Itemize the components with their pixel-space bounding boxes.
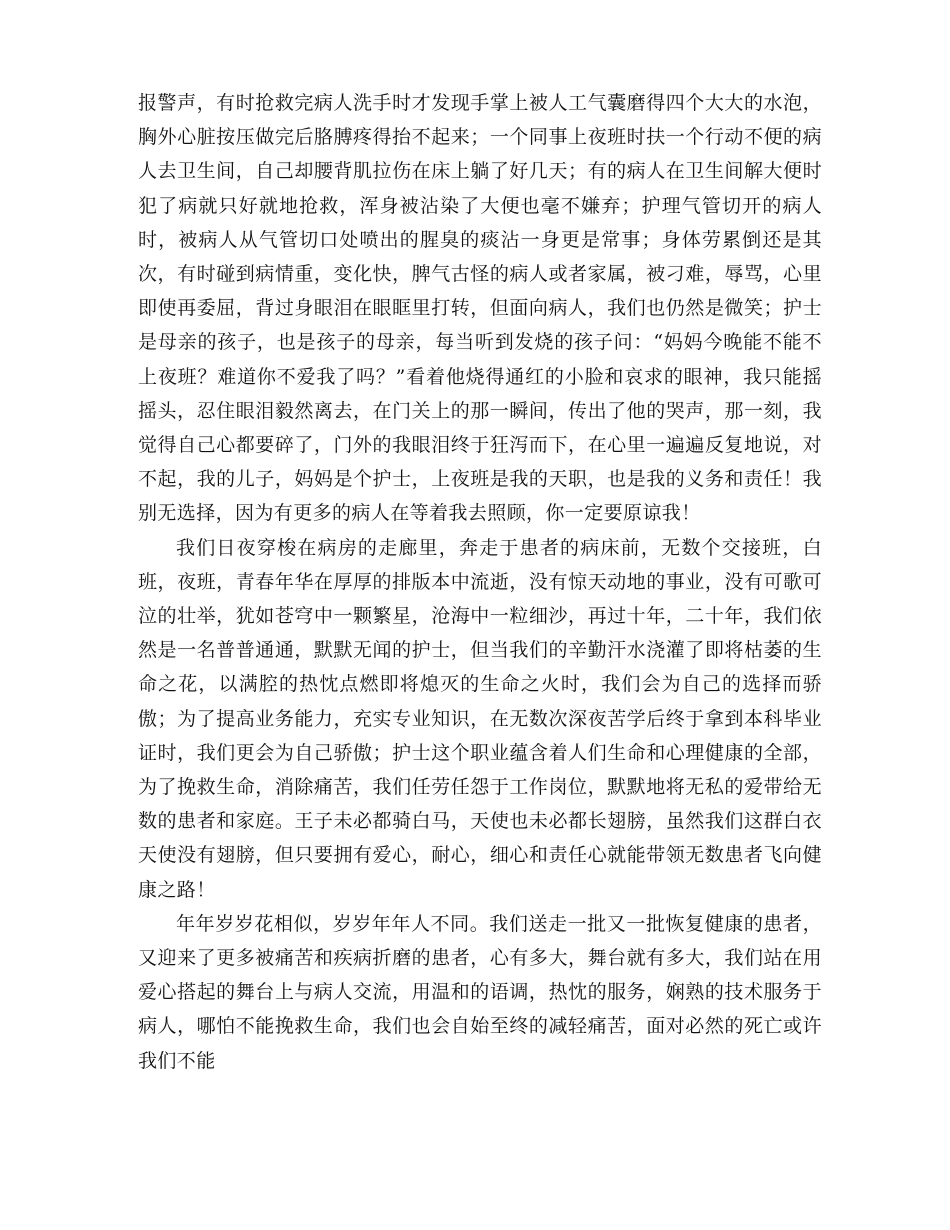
paragraph-1: 报警声，有时抢救完病人洗手时才发现手掌上被人工气囊磨得四个大大的水泡，胸外心脏按压做完后胳膊疼得抬不起来；一个同事上夜班时扶一个行动不便的病人去卫生间，自己却腰背肌拉伤在床上躺了好几天；有的病人在卫生间解大便时犯了病就只好就地抢救，浑身被沾染了大便也毫不嫌弃；护理气管切开的病人时，被病人从气管切口处喷出的腥臭的痰沾一身更是常事；身体劳累倒还是其次，有时碰到病情重，变化快，脾气古怪的病人或者家属，被刁难，辱骂，心里即使再委屈，背过身眼泪在眼眶里打转，但面向病人，我们也仍然是微笑；护士是母亲的孩子，也是孩子的母亲，每当听到发烧的孩子问：“妈妈今晚能不能不上夜班？难道你不爱我了吗？”看着他烧得通红的小脸和哀求的眼神，我只能摇摇头，忍住眼泪毅然离去，在门关上的那一瞬间，传出了他的哭声，那一刻，我觉得自己心都要碎了，门外的我眼泪终于狂泻而下，在心里一遍遍反复地说，对不起，我的儿子，妈妈是个护士，上夜班是我的天职，也是我的义务和责任！我别无选择，因为有更多的病人在等着我去照顾，你一定要原谅我！ [138, 92, 822, 525]
document-body [138, 86, 822, 1078]
paragraph-3: 年年岁岁花相似，岁岁年年人不同。我们送走一批又一批恢复健康的患者，又迎来了更多被痛苦和疾病折磨的患者，心有多大，舞台就有多大，我们站在用爱心搭起的舞台上与病人交流，用温和的语调，热忱的服务，娴熟的技术服务于病人，哪怕不能挽救生命，我们也会自始至终的减轻痛苦，面对必然的死亡或许我们不能 [138, 912, 822, 1072]
paragraph-2: 我们日夜穿梭在病房的走廊里，奔走于患者的病床前，无数个交接班，白班，夜班，青春年华在厚厚的排版本中流逝，没有惊天动地的事业，没有可歌可泣的壮举，犹如苍穹中一颗繁星，沧海中一粒细沙，再过十年，二十年，我们依然是一名普普通通，默默无闻的护士，但当我们的辛勤汗水浇灌了即将枯萎的生命之花，以满腔的热忱点燃即将熄灭的生命之火时，我们会为自己的选择而骄傲；为了提高业务能力，充实专业知识，在无数次深夜苦学后终于拿到本科毕业证时，我们更会为自己骄傲；护士这个职业蕴含着人们生命和心理健康的全部，为了挽救生命，消除痛苦，我们任劳任怨于工作岗位，默默地将无私的爱带给无数的患者和家庭。王子未必都骑白马，天使也未必都长翅膀，虽然我们这群白衣天使没有翅膀，但只要拥有爱心，耐心，细心和责任心就能带领无数患者飞向健康之路！ [138, 536, 822, 901]
